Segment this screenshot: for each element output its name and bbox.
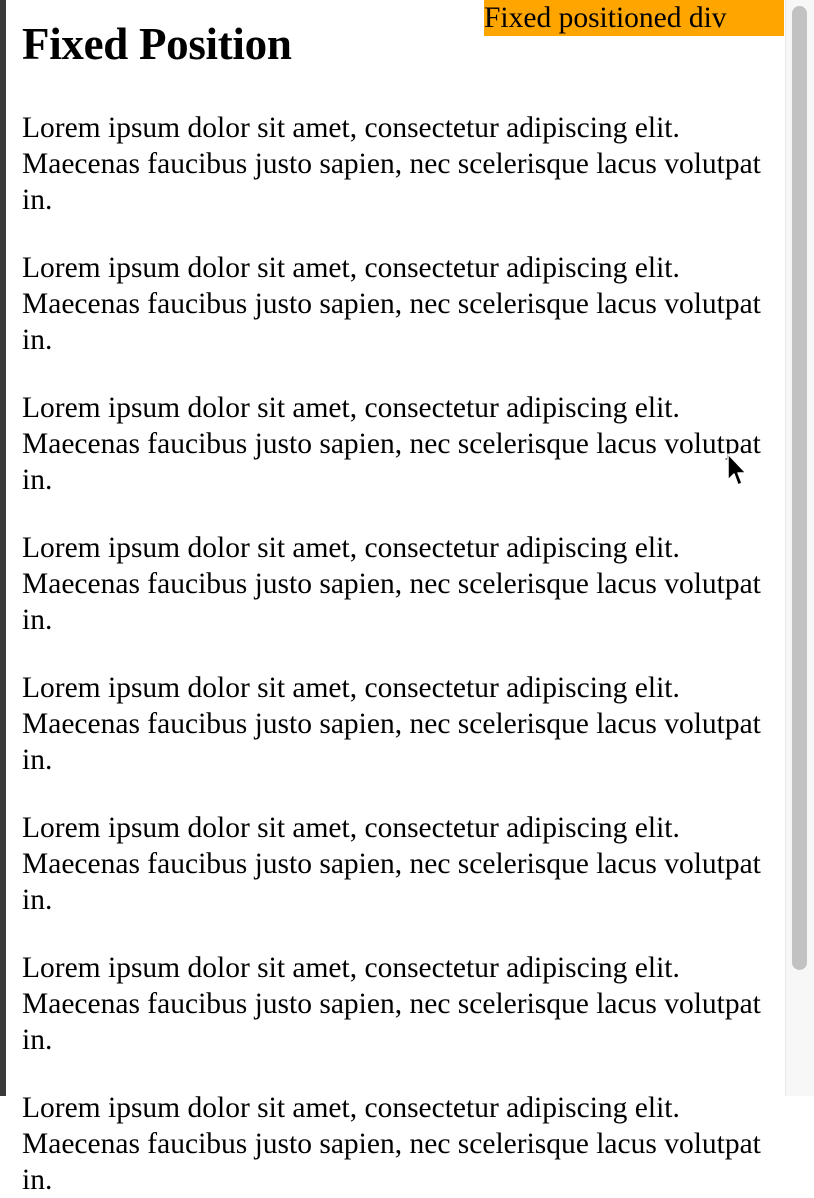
paragraph: Lorem ipsum dolor sit amet, consectetur adipiscing elit. Maecenas faucibus justo sapien, nec scelerisque lacus volutpat in. <box>22 392 761 496</box>
paragraph: Lorem ipsum dolor sit amet, consectetur adipiscing elit. Maecenas faucibus justo sapien, nec scelerisque lacus volutpat in. <box>22 532 761 636</box>
paragraph: Lorem ipsum dolor sit amet, consectetur adipiscing elit. Maecenas faucibus justo sapien, nec scelerisque lacus volutpat in. <box>22 252 761 356</box>
paragraph: Lorem ipsum dolor sit amet, consectetur adipiscing elit. Maecenas faucibus justo sapien, nec scelerisque lacus volutpat in. <box>22 1092 761 1196</box>
vertical-scrollbar-thumb[interactable] <box>792 6 807 970</box>
paragraph: Lorem ipsum dolor sit amet, consectetur adipiscing elit. Maecenas faucibus justo sapien, nec scelerisque lacus volutpat in. <box>22 952 761 1056</box>
paragraph: Lorem ipsum dolor sit amet, consectetur adipiscing elit. Maecenas faucibus justo sapien, nec scelerisque lacus volutpat in. <box>22 112 761 216</box>
paragraph: Lorem ipsum dolor sit amet, consectetur adipiscing elit. Maecenas faucibus justo sapien, nec scelerisque lacus volutpat in. <box>22 672 761 776</box>
page-content <box>22 0 782 1198</box>
window-left-edge <box>0 0 6 1096</box>
mouse-pointer-icon <box>726 452 748 488</box>
paragraph: Lorem ipsum dolor sit amet, consectetur adipiscing elit. Maecenas faucibus justo sapien, nec scelerisque lacus volutpat in. <box>22 812 761 916</box>
page-title: Fixed Position <box>22 19 292 69</box>
fixed-positioned-div: Fixed positioned div <box>484 0 784 36</box>
